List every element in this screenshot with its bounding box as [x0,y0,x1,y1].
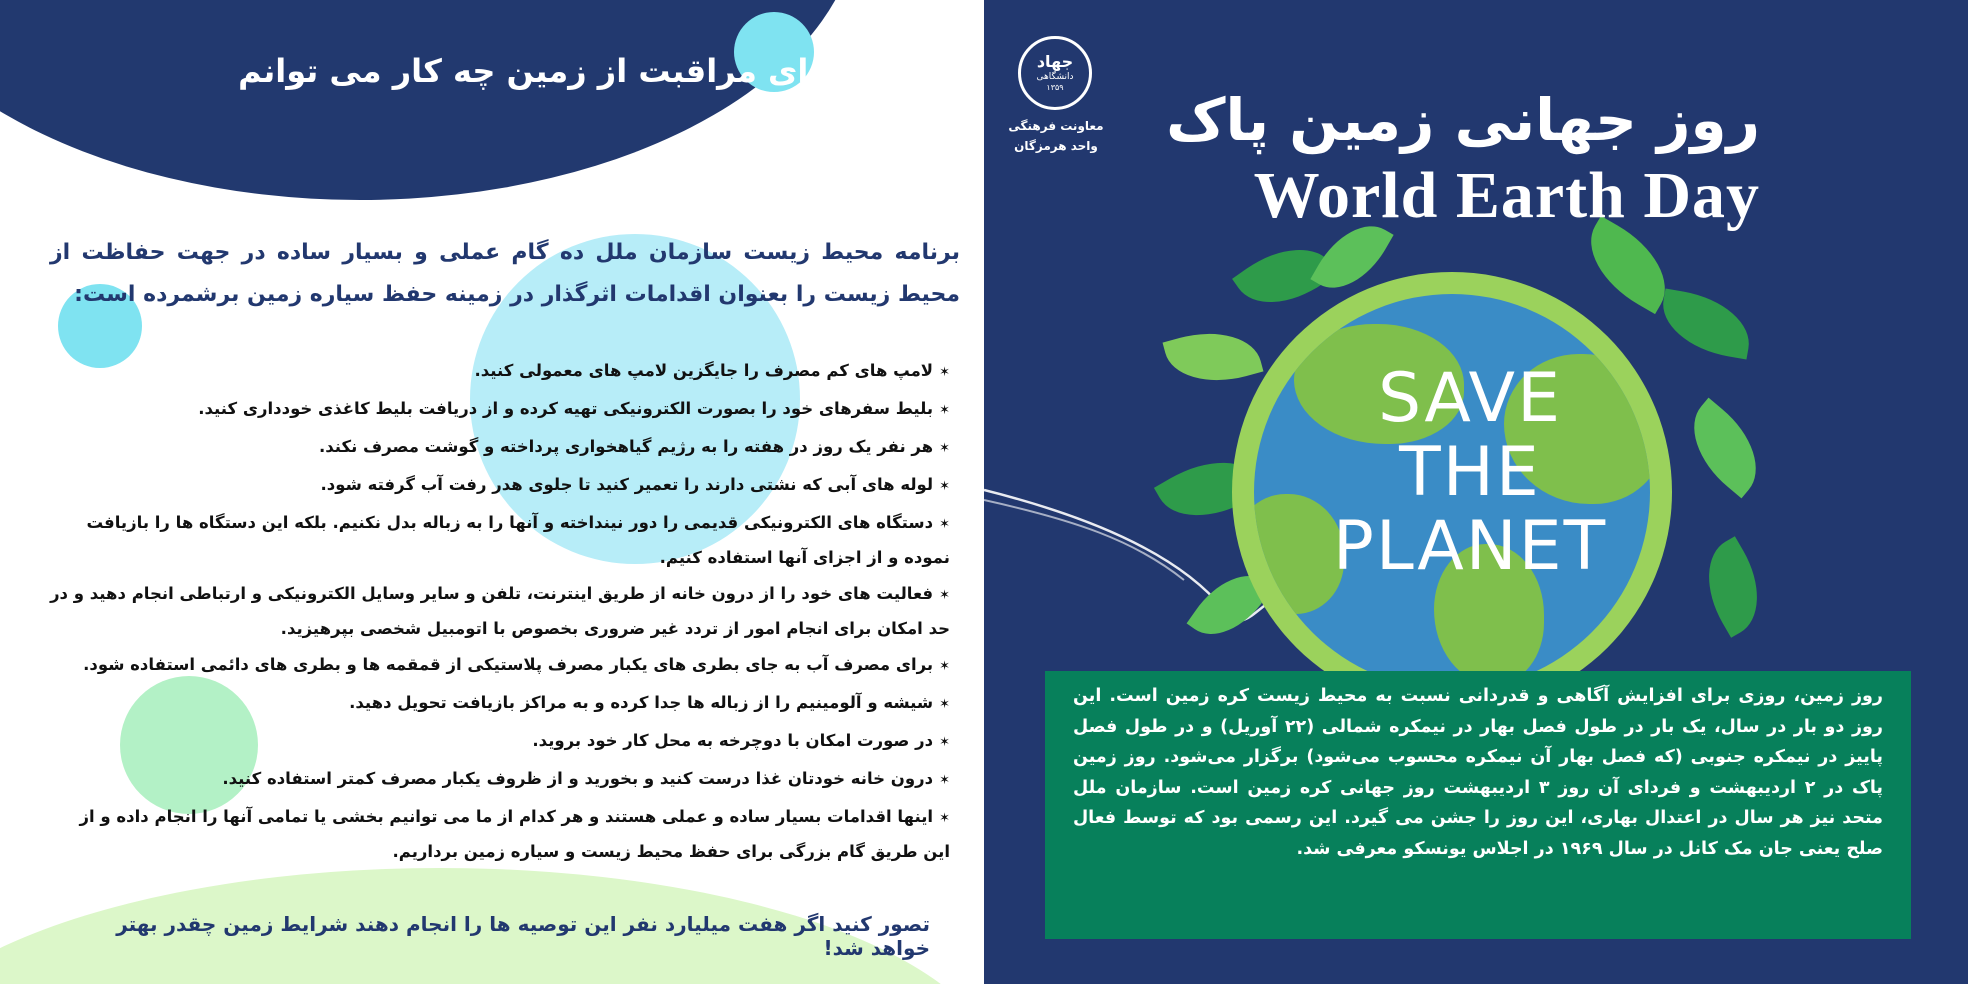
tip-item: ✶ شیشه و آلومینیم را از زباله ها جدا کرده و به مراکز بازیافت تحویل دهید. [50,686,950,721]
tip-item: ✶ برای مصرف آب به جای بطری های یکبار مصرف پلاستیکی از قمقمه ها و بطری های دائمی استفاده شود. [50,648,950,683]
title-english: World Earth Day [1253,159,1760,232]
the-word: THE [1399,433,1541,512]
organization-name [996,116,1116,156]
tips-list [50,354,950,871]
logo-main-text: جهاد [1036,52,1074,71]
logo-sub-text: دانشگاهی [1036,72,1074,82]
tip-item: ✶ هر نفر یک روز در هفته را به رژیم گیاهخواری پرداخته و گوشت مصرف نکند. [50,430,950,465]
tip-item: ✶ فعالیت های خود را از درون خانه از طریق اینترنت، تلفن و سایر وسایل الکترونیکی و ارتباطی انجام دهید و در حد امکان برای انجام امور از تردد غیر ضروری بخصوص با اتومبیل شخصی بپرهیزید. [50,577,950,645]
save-the-planet-text [1330,359,1610,586]
info-paragraph: روز زمین، روزی برای افزایش آگاهی و قدردانی نسبت به محیط زیست کره زمین است. این روز دو بار در سال، یک بار در طول فصل بهار در نیمکره شمالی (۲۲ آوریل) و در طول فصل پاییز در نیمکره جنوبی (که فصل بهار آن نیمکره محسوب می‌شود) برگزار می‌شود. روز زمین پاک در ۲ اردیبهشت و فردای آن روز ۳ اردیبهشت روز جهانی کره زمین است. سازمان ملل متحد نیز هر سال در اعتدال بهاری، این روز را جشن می گیرد. این رسمی بود که توسط فعال صلح یعنی جان مک کانل در سال ۱۹۶۹ در اجلاس یونسکو معرفی شد. [1073,686,1883,859]
info-box [1045,671,1911,939]
title-persian: روز جهانی زمین پاک [1166,86,1760,154]
tip-item: ✶ لوله های آبی که نشتی دارند را تعمیر کنید تا جلوی هدر رفت آب گرفته شود. [50,468,950,503]
left-title: من برای مراقبت از زمین چه کار می توانم انجام دهم ؟ [238,52,900,152]
tip-item: ✶ در صورت امکان با دوچرخه به محل کار خود بروید. [50,724,950,759]
tip-item: ✶ درون خانه خودتان غذا درست کنید و بخورید و از ظروف یکبار مصرف کمتر استفاده کنید. [50,762,950,797]
tip-item: ✶ بلیط سفرهای خود را بصورت الکترونیکی تهیه کرده و از دریافت بلیط کاغذی خودداری کنید. [50,392,950,427]
tip-item: ✶ دستگاه های الکترونیکی قدیمی را دور نینداخته و آنها را به زباله بدل نکنیم. بلکه این دستگاه ها را بازیافت نموده و از اجزای آنها استفاده کنیم. [50,506,950,574]
org-line-1: معاونت فرهنگی [1008,119,1104,133]
org-line-2: واحد هرمزگان [1014,139,1098,153]
tip-item: ✶ اینها اقدامات بسیار ساده و عملی هستند و هر کدام از ما می توانیم بخشی یا تمامی آنها را انجام داده و از این طریق گام بزرگی برای حفظ محیط زیست و سیاره زمین برداریم. [50,800,950,868]
logo-year-text: ۱۳۵۹ [1046,83,1064,92]
tip-item: ✶ لامپ های کم مصرف را جایگزین لامپ های معمولی کنید. [50,354,950,389]
intro-paragraph: برنامه محیط زیست سازمان ملل ده گام عملی و بسیار ساده در جهت حفاظت از محیط زیست را بعنوان اقدامات اثرگذار در زمینه حفظ سیاره زمین برشمرده است: [50,240,960,307]
save-word: SAVE [1377,359,1563,438]
planet-word: PLANET [1332,507,1608,586]
footer-note: تصور کنید اگر هفت میلیارد نفر این توصیه ها را انجام دهند شرایط زمین چقدر بهتر خواهد شد! [116,912,930,960]
jahad-logo [1018,36,1092,110]
